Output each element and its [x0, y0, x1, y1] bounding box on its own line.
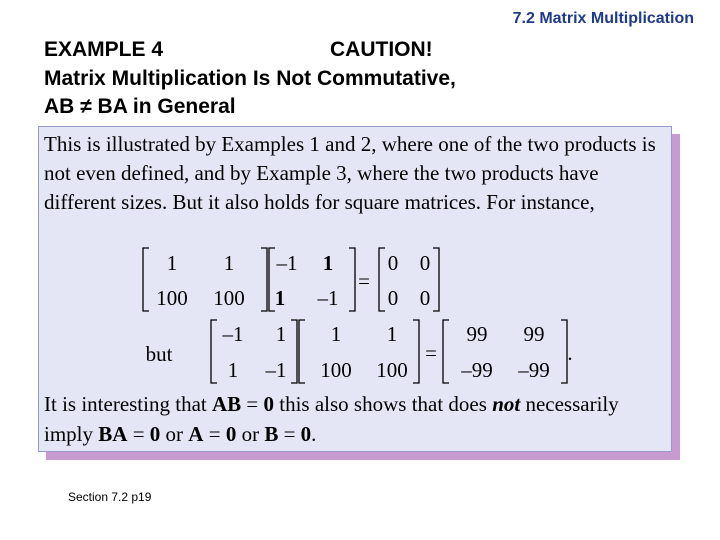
matrix-cell: 100	[376, 358, 408, 382]
matrix-cell: 1	[322, 251, 334, 275]
slide-title-line2: AB ≠ BA in General	[44, 95, 236, 118]
slide-title-line1: Matrix Multiplication Is Not Commutative,	[44, 67, 456, 90]
but-label: but	[145, 342, 173, 366]
matrix-cell: 0	[387, 251, 399, 275]
bracket	[561, 320, 567, 383]
matrix-cell: 100	[156, 286, 188, 310]
matrix-cell: 1	[386, 322, 398, 346]
period: .	[567, 341, 573, 365]
bracket	[143, 248, 149, 311]
bracket	[433, 248, 439, 311]
matrix-cell: 1	[227, 358, 239, 382]
matrix-cell: 1	[274, 286, 286, 310]
matrix-cell: 100	[213, 286, 245, 310]
explanation-paragraph: This is illustrated by Examples 1 and 2, where one of the two products is not even defined, and by Example 3, where the two products have different sizes. But it also holds for square matrices. For instance,	[44, 132, 656, 214]
matrix-cell: –1	[317, 286, 339, 310]
equals-sign: =	[425, 341, 437, 365]
matrix-cell: –99	[461, 358, 493, 382]
matrix-cell: –1	[222, 322, 244, 346]
caution-label: CAUTION!	[330, 38, 433, 61]
conclusion-text: It is interesting that AB = 0 this also shows that does not necessarily imply BA = 0 or A = 0 or B = 0.	[44, 392, 619, 446]
example-label: EXAMPLE 4	[44, 38, 164, 61]
matrix-cell: 1	[223, 251, 235, 275]
matrix-cell: 1	[330, 322, 342, 346]
bracket	[443, 320, 449, 383]
slide-header: 7.2 Matrix Multiplication	[512, 10, 694, 27]
matrix-cell: 0	[387, 286, 399, 310]
matrix-cell: 1	[275, 322, 287, 346]
matrix-cell: –99	[518, 358, 550, 382]
slide-footer: Section 7.2 p19	[68, 490, 152, 504]
bracket	[379, 248, 385, 311]
matrix-cell: –1	[265, 358, 287, 382]
bracket	[349, 248, 355, 311]
bracket	[261, 248, 267, 311]
matrix-cell: 99	[523, 322, 545, 346]
matrix-brackets	[143, 248, 567, 383]
bracket	[291, 320, 297, 383]
equals-sign: =	[358, 269, 370, 293]
bracket	[211, 320, 217, 383]
matrix-cell: 1	[166, 251, 178, 275]
matrix-cell: –1	[276, 251, 298, 275]
content-box	[38, 126, 672, 452]
matrix-cell: 100	[320, 358, 352, 382]
bracket	[299, 320, 305, 383]
matrix-cell: 99	[466, 322, 488, 346]
matrix-cell: 0	[419, 286, 431, 310]
matrix-cell: 0	[419, 251, 431, 275]
bracket	[413, 320, 419, 383]
